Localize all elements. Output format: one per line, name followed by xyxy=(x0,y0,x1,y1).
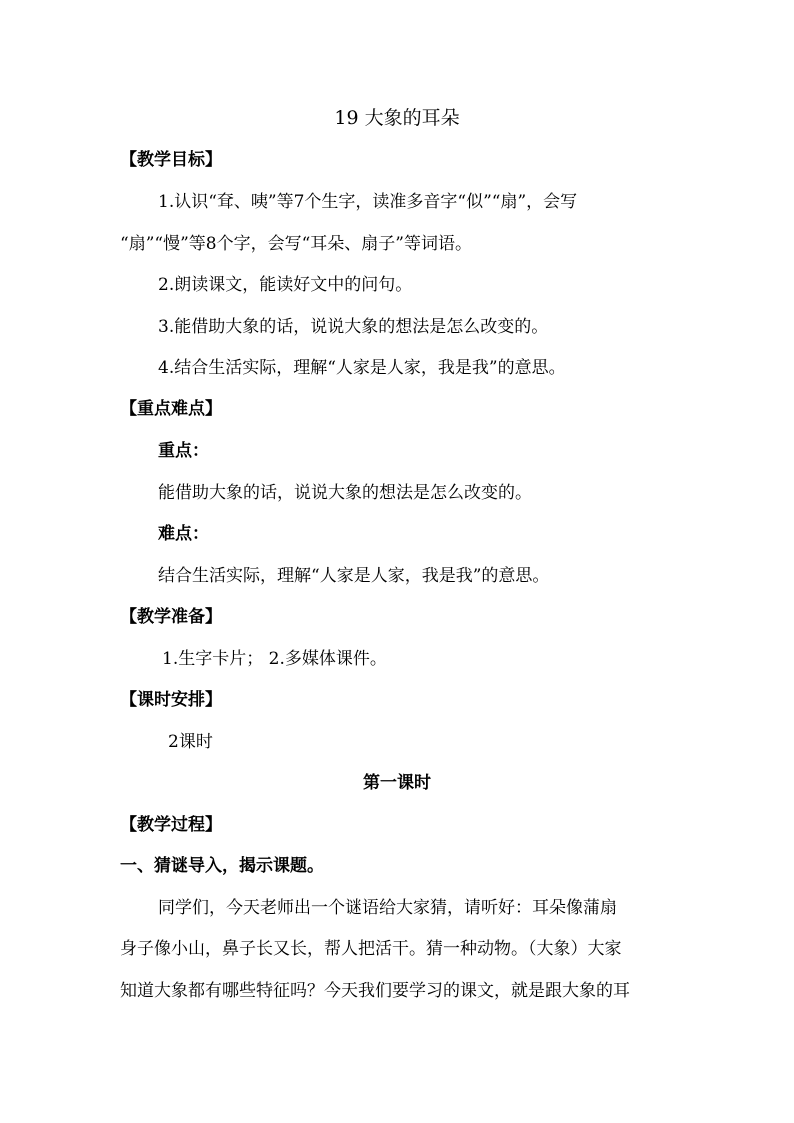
goal-item-1: 1.认识“耷、咦”等7个生字，读准多音字“似”“扇”，会写 xyxy=(158,192,578,212)
schedule-text: 2课时 xyxy=(168,732,213,752)
page-title: 19 大象的耳朵 xyxy=(334,107,460,129)
goal-item-4: 4.结合生活实际，理解“人家是人家，我是我”的意思。 xyxy=(158,358,566,378)
preparation-text: 1.生字卡片； 2.多媒体课件。 xyxy=(162,649,387,669)
step-one-title: 一、猜谜导入，揭示课题。 xyxy=(120,856,324,876)
schedule-heading: 【课时安排】 xyxy=(120,690,222,710)
goal-item-2: 2.朗读课文，能读好文中的问句。 xyxy=(158,275,413,295)
paragraph-line-3: 知道大象都有哪些特征吗？今天我们要学习的课文，就是跟大象的耳 xyxy=(120,981,630,1001)
key-text: 能借助大象的话，说说大象的想法是怎么改变的。 xyxy=(158,483,532,503)
difficult-label: 难点： xyxy=(158,524,209,544)
paragraph-line-1: 同学们，今天老师出一个谜语给大家猜，请听好：耳朵像蒲扇 xyxy=(158,898,617,918)
paragraph-line-2: 身子像小山，鼻子长又长，帮人把活干。猜一种动物。（大象）大家 xyxy=(120,939,622,959)
keypoints-heading: 【重点难点】 xyxy=(120,399,222,419)
key-label: 重点： xyxy=(158,441,209,461)
goal-item-1-cont: “扇”“慢”等8个字，会写“耳朵、扇子”等词语。 xyxy=(120,234,472,254)
goal-item-3: 3.能借助大象的话，说说大象的想法是怎么改变的。 xyxy=(158,317,549,337)
process-heading: 【教学过程】 xyxy=(120,815,222,835)
lesson-one-title: 第一课时 xyxy=(363,773,431,793)
goals-heading: 【教学目标】 xyxy=(120,150,222,170)
preparation-heading: 【教学准备】 xyxy=(120,607,222,627)
difficult-text: 结合生活实际，理解“人家是人家，我是我”的意思。 xyxy=(158,566,550,586)
